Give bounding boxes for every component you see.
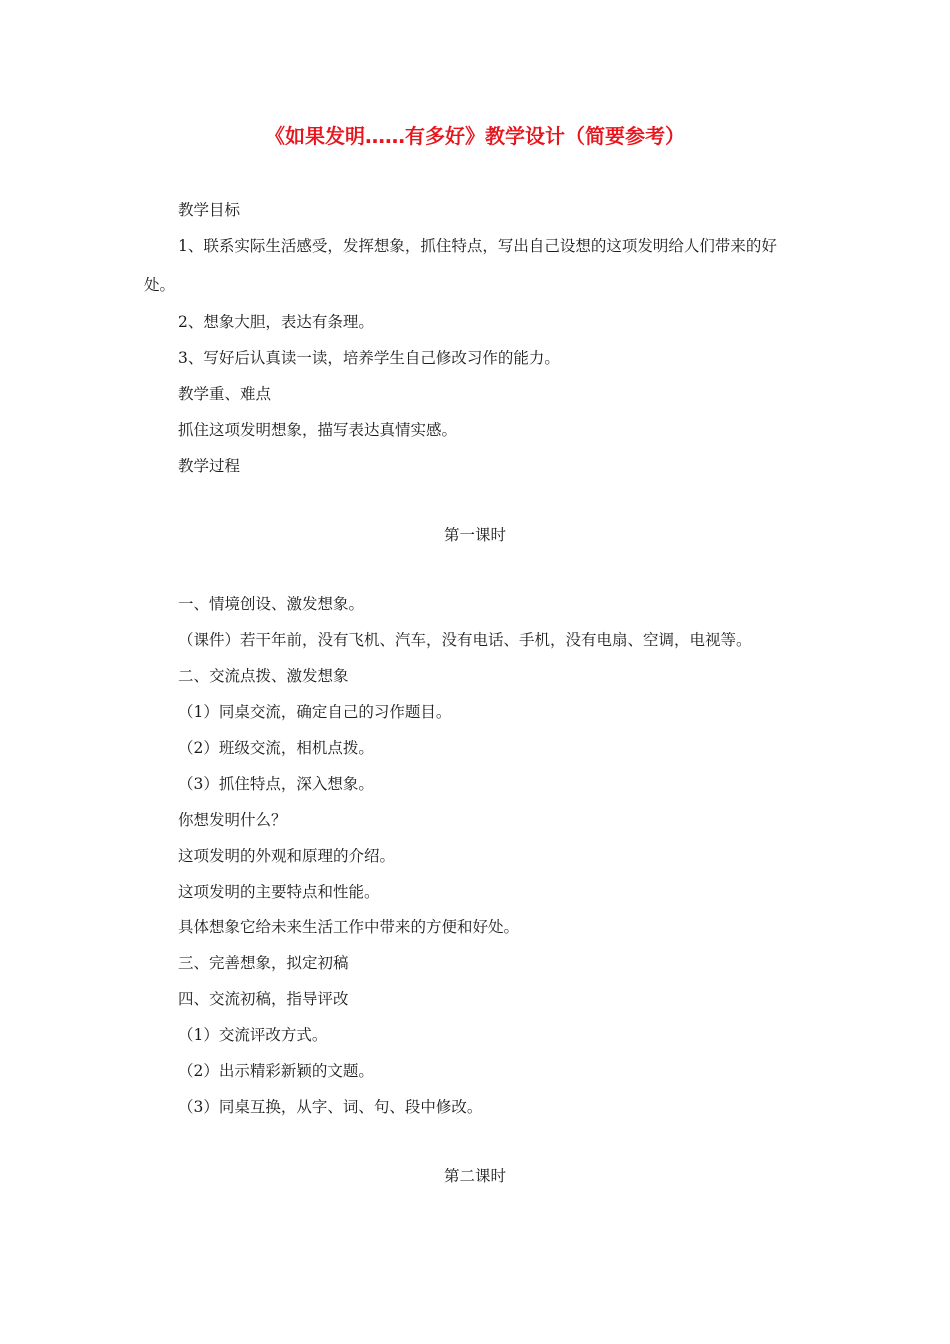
prompt-appearance: 这项发明的外观和原理的介绍。 xyxy=(178,847,396,865)
heading-teaching-goals: 教学目标 xyxy=(178,201,241,219)
goal-1-continuation: 处。 xyxy=(144,276,176,294)
heading-teaching-process: 教学过程 xyxy=(178,457,241,475)
document-title: 《如果发明……有多好》教学设计（简要参考） xyxy=(265,124,685,148)
step-1-text: （课件）若干年前，没有飞机、汽车，没有电话、手机，没有电扇、空调，电视等。 xyxy=(178,631,752,649)
step-2-item-3: （3）抓住特点，深入想象。 xyxy=(178,775,374,793)
question-text: 你想发明什么？ xyxy=(178,811,287,829)
step-3-heading: 三、完善想象，拟定初稿 xyxy=(178,954,349,972)
goal-3-text: 3、写好后认真读一读，培养学生自己修改习作的能力。 xyxy=(178,349,560,367)
prompt-features: 这项发明的主要特点和性能。 xyxy=(178,883,380,901)
step-4-heading: 四、交流初稿，指导评改 xyxy=(178,990,349,1008)
prompt-benefits: 具体想象它给未来生活工作中带来的方便和好处。 xyxy=(178,918,520,936)
step-2-heading: 二、交流点拨、激发想象 xyxy=(178,667,349,685)
goal-1-text: 1、联系实际生活感受，发挥想象，抓住特点，写出自己设想的这项发明给人们带来的好 xyxy=(178,237,777,255)
lesson-2-heading: 第二课时 xyxy=(443,1167,506,1185)
step-4-item-2: （2）出示精彩新颖的文题。 xyxy=(178,1062,374,1080)
step-2-item-2: （2）班级交流，相机点拨。 xyxy=(178,739,374,757)
goal-2-text: 2、想象大胆，表达有条理。 xyxy=(178,313,374,331)
lesson-1-heading: 第一课时 xyxy=(443,526,506,544)
key-points-text: 抓住这项发明想象，描写表达真情实感。 xyxy=(178,421,458,439)
step-1-heading: 一、情境创设、激发想象。 xyxy=(178,595,365,613)
step-2-item-1: （1）同桌交流，确定自己的习作题目。 xyxy=(178,703,452,721)
heading-key-difficult-points: 教学重、难点 xyxy=(178,385,272,403)
step-4-item-3: （3）同桌互换，从字、词、句、段中修改。 xyxy=(178,1098,483,1116)
step-4-item-1: （1）交流评改方式。 xyxy=(178,1026,328,1044)
